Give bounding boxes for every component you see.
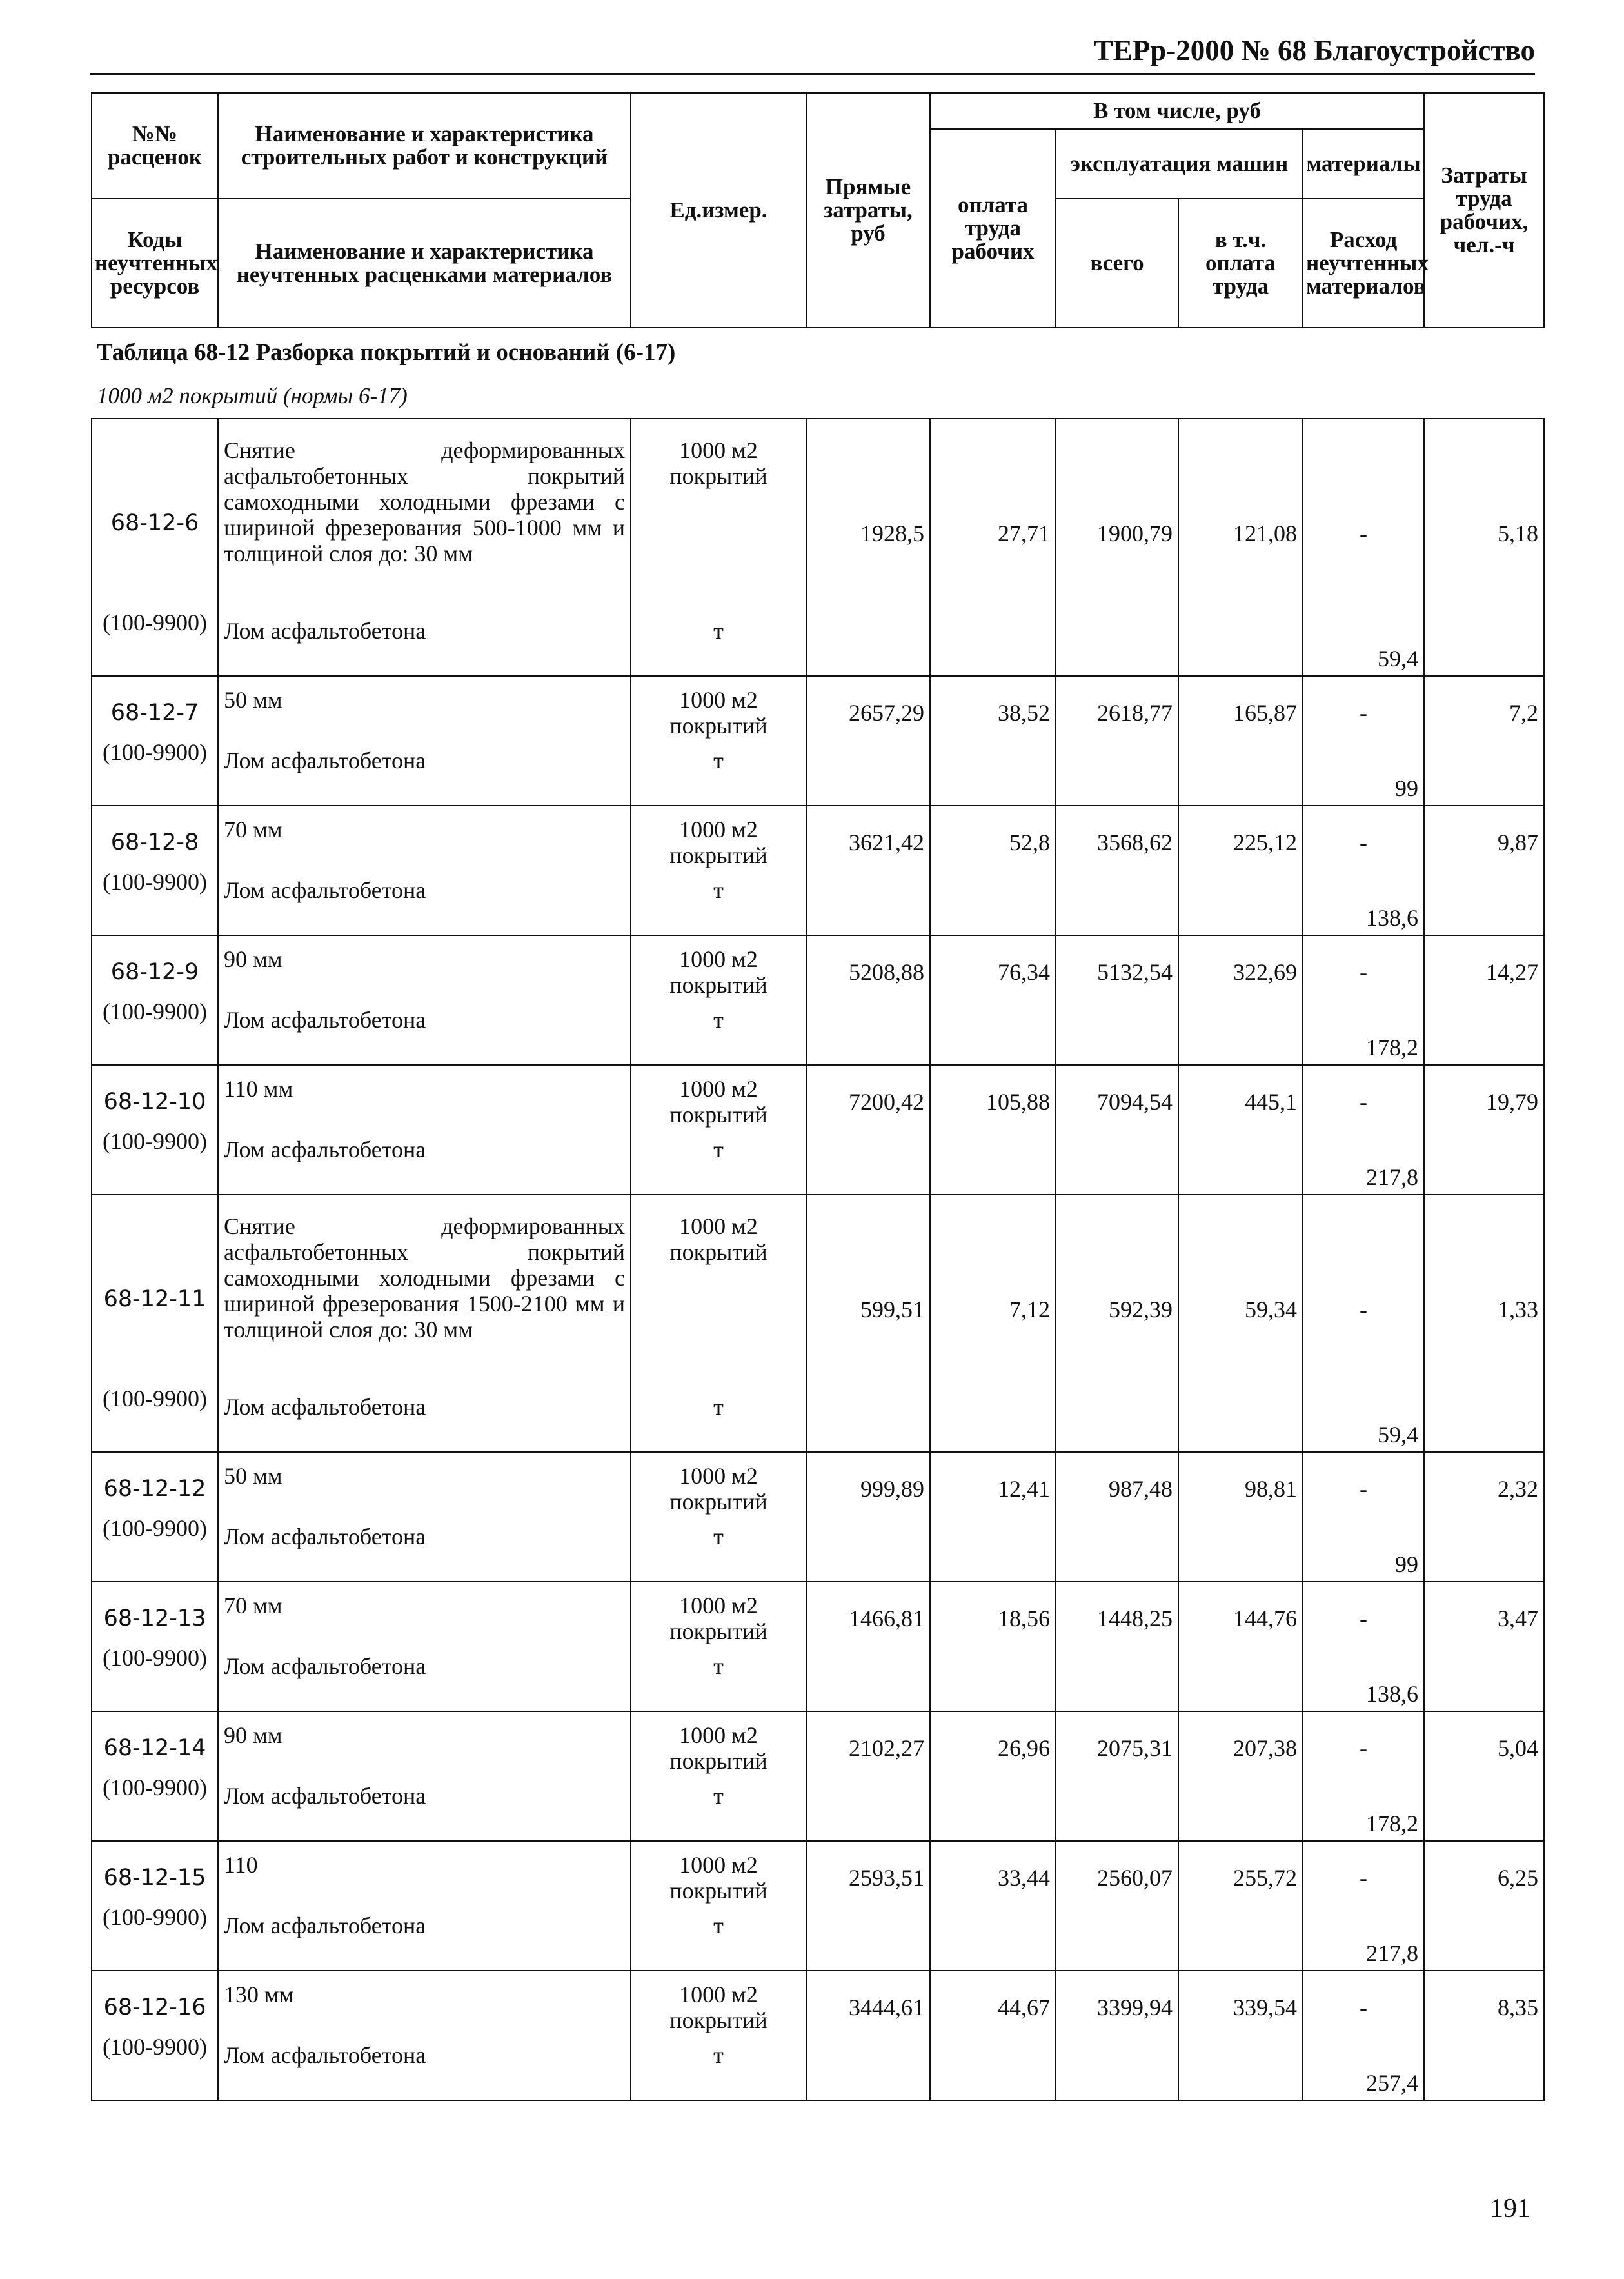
resource-unit: т — [631, 1774, 806, 1841]
resource-qty: 217,8 — [1303, 1904, 1424, 1971]
wages-cost: 26,96 — [930, 1711, 1056, 1774]
header-rule — [90, 73, 1535, 75]
machines-total: 2075,31 — [1056, 1711, 1178, 1774]
machines-wages: 225,12 — [1178, 806, 1303, 868]
empty-cell — [1178, 998, 1303, 1065]
wages-cost: 52,8 — [930, 806, 1056, 868]
resource-code: (100-9900) — [92, 998, 218, 1065]
machines-wages: 121,08 — [1178, 419, 1303, 609]
direct-cost: 1928,5 — [806, 419, 930, 609]
resource-code: (100-9900) — [92, 739, 218, 806]
price-row — [92, 1452, 1544, 1515]
direct-cost: 2657,29 — [806, 676, 930, 739]
machines-wages: 98,81 — [1178, 1452, 1303, 1515]
empty-cell — [806, 1515, 930, 1582]
col-name: Наименование и характеристика строительных работ и конструкций — [218, 93, 631, 199]
materials-cost: - — [1303, 1065, 1424, 1128]
rate-code: 68-12-7 — [92, 676, 218, 739]
empty-cell — [806, 998, 930, 1065]
empty-cell — [1056, 1644, 1178, 1711]
unit-cell: 1000 м2 покрытий — [631, 1452, 806, 1515]
resource-qty: 59,4 — [1303, 609, 1424, 676]
resource-name: Лом асфальтобетона — [218, 1644, 631, 1711]
empty-cell — [1424, 1904, 1544, 1971]
empty-cell — [806, 609, 930, 676]
labor-cost: 2,32 — [1424, 1452, 1544, 1515]
materials-cost: - — [1303, 806, 1424, 868]
direct-cost: 3444,61 — [806, 1971, 930, 2033]
resource-unit: т — [631, 1385, 806, 1452]
machines-wages: 207,38 — [1178, 1711, 1303, 1774]
machines-total: 7094,54 — [1056, 1065, 1178, 1128]
direct-cost: 599,51 — [806, 1195, 930, 1385]
price-row — [92, 935, 1544, 998]
machines-total: 3568,62 — [1056, 806, 1178, 868]
labor-cost: 14,27 — [1424, 935, 1544, 998]
resource-code: (100-9900) — [92, 1515, 218, 1582]
empty-cell — [930, 1385, 1056, 1452]
machines-total: 5132,54 — [1056, 935, 1178, 998]
empty-cell — [1424, 739, 1544, 806]
resource-row — [92, 739, 1544, 806]
unit-cell: 1000 м2 покрытий — [631, 1841, 806, 1904]
wages-cost: 76,34 — [930, 935, 1056, 998]
empty-cell — [930, 1774, 1056, 1841]
unit-cell: 1000 м2 покрытий — [631, 1971, 806, 2033]
resource-unit: т — [631, 1128, 806, 1195]
empty-cell — [1056, 1515, 1178, 1582]
resource-qty: 138,6 — [1303, 1644, 1424, 1711]
empty-cell — [1424, 1385, 1544, 1452]
direct-cost: 1466,81 — [806, 1582, 930, 1644]
rate-code: 68-12-15 — [92, 1841, 218, 1904]
machines-wages: 445,1 — [1178, 1065, 1303, 1128]
empty-cell — [1056, 1385, 1178, 1452]
materials-cost: - — [1303, 676, 1424, 739]
materials-cost: - — [1303, 1841, 1424, 1904]
empty-cell — [1424, 1515, 1544, 1582]
wages-cost: 33,44 — [930, 1841, 1056, 1904]
work-name: 90 мм — [218, 1711, 631, 1774]
direct-cost: 3621,42 — [806, 806, 930, 868]
resource-code: (100-9900) — [92, 1904, 218, 1971]
price-row — [92, 1195, 1544, 1385]
empty-cell — [1424, 868, 1544, 935]
machines-total: 1900,79 — [1056, 419, 1178, 609]
materials-cost: - — [1303, 1195, 1424, 1385]
running-header: ТЕРр-2000 № 68 Благоустройство — [1093, 34, 1535, 66]
resource-row — [92, 1128, 1544, 1195]
work-name: 90 мм — [218, 935, 631, 998]
machines-total: 2560,07 — [1056, 1841, 1178, 1904]
empty-cell — [806, 1904, 930, 1971]
empty-cell — [1056, 1128, 1178, 1195]
resource-qty: 217,8 — [1303, 1128, 1424, 1195]
machines-wages: 255,72 — [1178, 1841, 1303, 1904]
price-row — [92, 806, 1544, 868]
work-name: Снятие деформированных асфальтобетонных покрытий самоходными холодными фрезами с шириной фрезерования 1500-2100 мм и толщиной слоя до: 30 мм — [218, 1195, 631, 1385]
resource-unit: т — [631, 998, 806, 1065]
resource-name: Лом асфальтобетона — [218, 1515, 631, 1582]
resource-code: (100-9900) — [92, 1774, 218, 1841]
rate-code: 68-12-12 — [92, 1452, 218, 1515]
rate-code: 68-12-10 — [92, 1065, 218, 1128]
empty-cell — [1178, 868, 1303, 935]
wages-cost: 44,67 — [930, 1971, 1056, 2033]
materials-cost: - — [1303, 1971, 1424, 2033]
col-materials-extra: Расход неучтенных материалов — [1303, 199, 1424, 328]
machines-total: 1448,25 — [1056, 1582, 1178, 1644]
resource-code: (100-9900) — [92, 1128, 218, 1195]
unit-cell: 1000 м2 покрытий — [631, 1195, 806, 1385]
empty-cell — [806, 1644, 930, 1711]
col-machines: эксплуатация машин — [1056, 129, 1303, 199]
price-row — [92, 419, 1544, 609]
empty-cell — [806, 739, 930, 806]
price-row — [92, 676, 1544, 739]
empty-cell — [1178, 609, 1303, 676]
table-title: Таблица 68-12 Разборка покрытий и оснований (6-17) — [97, 339, 676, 366]
col-incl: В том числе, руб — [930, 93, 1424, 129]
resource-row — [92, 1515, 1544, 1582]
col-res-codes: Коды неучтенных ресурсов — [92, 199, 218, 328]
resource-name: Лом асфальтобетона — [218, 998, 631, 1065]
resource-qty: 178,2 — [1303, 1774, 1424, 1841]
price-row — [92, 1065, 1544, 1128]
work-name: 50 мм — [218, 676, 631, 739]
rate-code: 68-12-6 — [92, 419, 218, 609]
materials-cost: - — [1303, 1582, 1424, 1644]
machines-wages: 339,54 — [1178, 1971, 1303, 2033]
resource-code: (100-9900) — [92, 609, 218, 676]
resource-row — [92, 998, 1544, 1065]
empty-cell — [1178, 1385, 1303, 1452]
price-row — [92, 1711, 1544, 1774]
resource-qty: 257,4 — [1303, 2033, 1424, 2100]
resource-name: Лом асфальтобетона — [218, 1904, 631, 1971]
resource-qty: 99 — [1303, 739, 1424, 806]
labor-cost: 8,35 — [1424, 1971, 1544, 2033]
wages-cost: 38,52 — [930, 676, 1056, 739]
rate-code: 68-12-9 — [92, 935, 218, 998]
price-row — [92, 1841, 1544, 1904]
work-name: 70 мм — [218, 806, 631, 868]
empty-cell — [1056, 739, 1178, 806]
price-row — [92, 1971, 1544, 2033]
wages-cost: 27,71 — [930, 419, 1056, 609]
resource-row — [92, 868, 1544, 935]
unit-cell: 1000 м2 покрытий — [631, 806, 806, 868]
table-unit: 1000 м2 покрытий (нормы 6-17) — [97, 383, 408, 408]
resource-name: Лом асфальтобетона — [218, 2033, 631, 2100]
empty-cell — [1056, 868, 1178, 935]
col-machines-total: всего — [1056, 199, 1178, 328]
empty-cell — [1056, 1904, 1178, 1971]
col-unit: Ед.измер. — [631, 93, 806, 328]
resource-code: (100-9900) — [92, 868, 218, 935]
empty-cell — [930, 868, 1056, 935]
empty-cell — [1424, 2033, 1544, 2100]
resource-unit: т — [631, 739, 806, 806]
resource-row — [92, 1385, 1544, 1452]
unit-cell: 1000 м2 покрытий — [631, 1065, 806, 1128]
price-row — [92, 1582, 1544, 1644]
col-materials: материалы — [1303, 129, 1424, 199]
empty-cell — [1056, 998, 1178, 1065]
resource-name: Лом асфальтобетона — [218, 1385, 631, 1452]
labor-cost: 9,87 — [1424, 806, 1544, 868]
empty-cell — [1178, 1904, 1303, 1971]
direct-cost: 5208,88 — [806, 935, 930, 998]
rate-code: 68-12-13 — [92, 1582, 218, 1644]
machines-wages: 322,69 — [1178, 935, 1303, 998]
col-direct: Прямые затраты, руб — [806, 93, 930, 328]
empty-cell — [1056, 1774, 1178, 1841]
empty-cell — [1056, 2033, 1178, 2100]
empty-cell — [930, 998, 1056, 1065]
labor-cost: 3,47 — [1424, 1582, 1544, 1644]
empty-cell — [1424, 998, 1544, 1065]
col-res-name: Наименование и характеристика неучтенных расценками материалов — [218, 199, 631, 328]
work-name: 110 — [218, 1841, 631, 1904]
wages-cost: 7,12 — [930, 1195, 1056, 1385]
resource-qty: 178,2 — [1303, 998, 1424, 1065]
empty-cell — [806, 1128, 930, 1195]
unit-cell: 1000 м2 покрытий — [631, 1582, 806, 1644]
resource-unit: т — [631, 609, 806, 676]
unit-cell: 1000 м2 покрытий — [631, 676, 806, 739]
empty-cell — [806, 868, 930, 935]
resource-unit: т — [631, 1644, 806, 1711]
wages-cost: 105,88 — [930, 1065, 1056, 1128]
col-wages: оплата труда рабочих — [930, 129, 1056, 328]
empty-cell — [1178, 1128, 1303, 1195]
empty-cell — [1424, 1644, 1544, 1711]
resource-row — [92, 1904, 1544, 1971]
resource-row — [92, 609, 1544, 676]
wages-cost: 18,56 — [930, 1582, 1056, 1644]
work-name: 50 мм — [218, 1452, 631, 1515]
resource-qty: 59,4 — [1303, 1385, 1424, 1452]
empty-cell — [1178, 1774, 1303, 1841]
resource-unit: т — [631, 1904, 806, 1971]
machines-total: 592,39 — [1056, 1195, 1178, 1385]
labor-cost: 19,79 — [1424, 1065, 1544, 1128]
resource-unit: т — [631, 1515, 806, 1582]
resource-name: Лом асфальтобетона — [218, 1774, 631, 1841]
resource-name: Лом асфальтобетона — [218, 609, 631, 676]
materials-cost: - — [1303, 935, 1424, 998]
rate-code: 68-12-8 — [92, 806, 218, 868]
direct-cost: 7200,42 — [806, 1065, 930, 1128]
empty-cell — [930, 1644, 1056, 1711]
unit-cell: 1000 м2 покрытий — [631, 419, 806, 609]
materials-cost: - — [1303, 1711, 1424, 1774]
empty-cell — [1056, 609, 1178, 676]
labor-cost: 6,25 — [1424, 1841, 1544, 1904]
wages-cost: 12,41 — [930, 1452, 1056, 1515]
empty-cell — [1178, 739, 1303, 806]
labor-cost: 1,33 — [1424, 1195, 1544, 1385]
direct-cost: 2102,27 — [806, 1711, 930, 1774]
resource-name: Лом асфальтобетона — [218, 868, 631, 935]
col-labor: Затраты труда рабочих, чел.-ч — [1424, 93, 1544, 328]
resource-unit: т — [631, 868, 806, 935]
empty-cell — [1178, 1644, 1303, 1711]
empty-cell — [806, 1385, 930, 1452]
col-machines-wages: в т.ч. оплата труда — [1178, 199, 1303, 328]
resource-row — [92, 1644, 1544, 1711]
work-name: 70 мм — [218, 1582, 631, 1644]
materials-cost: - — [1303, 419, 1424, 609]
resource-code: (100-9900) — [92, 1385, 218, 1452]
empty-cell — [1178, 2033, 1303, 2100]
machines-total: 2618,77 — [1056, 676, 1178, 739]
resource-qty: 138,6 — [1303, 868, 1424, 935]
empty-cell — [1424, 609, 1544, 676]
empty-cell — [1424, 1774, 1544, 1841]
empty-cell — [930, 739, 1056, 806]
materials-cost: - — [1303, 1452, 1424, 1515]
price-table — [91, 418, 1545, 2101]
col-num: №№ расценок — [92, 93, 218, 199]
resource-code: (100-9900) — [92, 2033, 218, 2100]
work-name: Снятие деформированных асфальтобетонных покрытий самоходными холодными фрезами с шириной фрезерования 500-1000 мм и толщиной слоя до: 30 мм — [218, 419, 631, 609]
unit-cell: 1000 м2 покрытий — [631, 935, 806, 998]
labor-cost: 5,18 — [1424, 419, 1544, 609]
work-name: 110 мм — [218, 1065, 631, 1128]
empty-cell — [1178, 1515, 1303, 1582]
resource-name: Лом асфальтобетона — [218, 739, 631, 806]
empty-cell — [1424, 1128, 1544, 1195]
labor-cost: 7,2 — [1424, 676, 1544, 739]
work-name: 130 мм — [218, 1971, 631, 2033]
empty-cell — [930, 1128, 1056, 1195]
labor-cost: 5,04 — [1424, 1711, 1544, 1774]
rate-code: 68-12-11 — [92, 1195, 218, 1385]
rate-code: 68-12-16 — [92, 1971, 218, 2033]
rate-code: 68-12-14 — [92, 1711, 218, 1774]
machines-wages: 165,87 — [1178, 676, 1303, 739]
unit-cell: 1000 м2 покрытий — [631, 1711, 806, 1774]
machines-total: 3399,94 — [1056, 1971, 1178, 2033]
empty-cell — [930, 609, 1056, 676]
empty-cell — [930, 2033, 1056, 2100]
page-number: 191 — [1490, 2194, 1530, 2224]
resource-unit: т — [631, 2033, 806, 2100]
empty-cell — [930, 1904, 1056, 1971]
resource-name: Лом асфальтобетона — [218, 1128, 631, 1195]
direct-cost: 999,89 — [806, 1452, 930, 1515]
direct-cost: 2593,51 — [806, 1841, 930, 1904]
machines-total: 987,48 — [1056, 1452, 1178, 1515]
resource-qty: 99 — [1303, 1515, 1424, 1582]
empty-cell — [806, 1774, 930, 1841]
machines-wages: 59,34 — [1178, 1195, 1303, 1385]
column-header-table — [91, 92, 1545, 328]
machines-wages: 144,76 — [1178, 1582, 1303, 1644]
resource-row — [92, 2033, 1544, 2100]
resource-code: (100-9900) — [92, 1644, 218, 1711]
empty-cell — [806, 2033, 930, 2100]
empty-cell — [930, 1515, 1056, 1582]
resource-row — [92, 1774, 1544, 1841]
